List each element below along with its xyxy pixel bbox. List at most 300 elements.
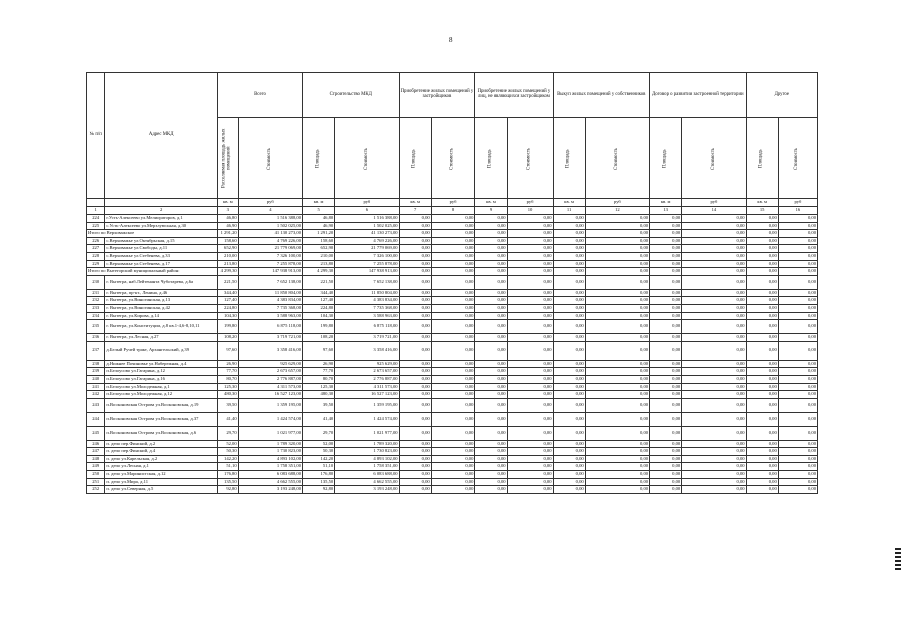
header-group-row: [87, 73, 818, 118]
column-number: 9: [475, 207, 507, 215]
row-number: 230: [87, 275, 105, 289]
row-number: 237: [87, 341, 105, 360]
table-row: [87, 426, 818, 440]
unit-cell: кв. м: [650, 199, 682, 207]
row-zero-value: 0,00: [507, 440, 553, 448]
row-zero-value: 0,00: [746, 426, 778, 440]
row-zero-value: 0,00: [746, 334, 778, 342]
row-total-area: 480,30: [217, 391, 238, 399]
table-row: [87, 341, 818, 360]
row-address: п.Белоусово ул.Гагарина, д.12: [105, 368, 218, 376]
row-mkd-cost: 3 358 416,00: [335, 341, 399, 360]
row-zero-value: 0,00: [553, 412, 585, 426]
column-number: 1: [87, 207, 105, 215]
row-zero-value: 0,00: [682, 260, 746, 268]
row-number: 238: [87, 360, 105, 368]
table-row: [87, 391, 818, 399]
row-mkd-area: 92,80: [303, 486, 335, 494]
row-zero-value: 0,00: [682, 245, 746, 253]
row-address: п. депо пер.Финский, д.2: [105, 440, 218, 448]
row-zero-value: 0,00: [778, 391, 817, 399]
row-zero-value: 0,00: [682, 455, 746, 463]
resettlement-table-sheet: [86, 72, 818, 494]
unit-cell: руб: [507, 199, 553, 207]
row-mkd-area: 77,70: [303, 368, 335, 376]
table-row: [87, 412, 818, 426]
row-zero-value: 0,00: [746, 455, 778, 463]
row-zero-value: 0,00: [682, 360, 746, 368]
row-address: г. Вытегра, ул.Виногинская, д.13: [105, 297, 218, 305]
row-total-area: 135,50: [217, 478, 238, 486]
row-zero-value: 0,00: [585, 471, 649, 479]
row-zero-value: 0,00: [553, 230, 585, 238]
table-row: [87, 215, 818, 223]
row-mkd-cost: 1 502 025,00: [335, 222, 399, 230]
row-zero-value: 0,00: [778, 440, 817, 448]
row-zero-value: 0,00: [431, 260, 475, 268]
row-mkd-area: 176,80: [303, 471, 335, 479]
row-zero-value: 0,00: [682, 448, 746, 456]
table-row: [87, 471, 818, 479]
sub-header: Площадь: [746, 118, 778, 199]
row-zero-value: 0,00: [475, 391, 507, 399]
row-zero-value: 0,00: [475, 275, 507, 289]
row-zero-value: 0,00: [650, 260, 682, 268]
row-total-cost: 1 359 195,00: [238, 398, 302, 412]
row-zero-value: 0,00: [585, 275, 649, 289]
column-number: 2: [105, 207, 218, 215]
row-zero-value: 0,00: [778, 341, 817, 360]
units-blank: [87, 199, 105, 207]
row-zero-value: 0,00: [475, 412, 507, 426]
row-zero-value: 0,00: [399, 222, 431, 230]
sub-header: Стоимость: [507, 118, 553, 199]
row-zero-value: 0,00: [682, 320, 746, 334]
row-zero-value: 0,00: [553, 268, 585, 276]
row-zero-value: 0,00: [431, 237, 475, 245]
row-zero-value: 0,00: [507, 245, 553, 253]
row-zero-value: 0,00: [553, 440, 585, 448]
row-mkd-cost: 7 255 878,00: [335, 260, 399, 268]
row-number: 243: [87, 398, 105, 412]
row-zero-value: 0,00: [399, 334, 431, 342]
row-mkd-area: 41,40: [303, 412, 335, 426]
row-zero-value: 0,00: [650, 268, 682, 276]
sub-header: Площадь: [650, 118, 682, 199]
row-address: с.Верховажье ул.Свободы, д.11: [105, 245, 218, 253]
total-label: Итого по Вытегорский муниципальный район:: [87, 268, 218, 276]
row-zero-value: 0,00: [475, 320, 507, 334]
row-zero-value: 0,00: [746, 297, 778, 305]
row-zero-value: 0,00: [682, 215, 746, 223]
sub-header: Площадь: [553, 118, 585, 199]
row-total-area: 1 291,20: [217, 230, 238, 238]
row-zero-value: 0,00: [650, 486, 682, 494]
row-mkd-area: 344,40: [303, 289, 335, 297]
row-zero-value: 0,00: [585, 230, 649, 238]
column-number: 6: [335, 207, 399, 215]
row-mkd-area: 1 291,20: [303, 230, 335, 238]
row-total-cost: 147 938 913,00: [238, 268, 302, 276]
unit-cell: руб: [585, 199, 649, 207]
row-zero-value: 0,00: [650, 237, 682, 245]
row-zero-value: 0,00: [431, 252, 475, 260]
table-row: [87, 360, 818, 368]
row-zero-value: 0,00: [553, 383, 585, 391]
units-blank: [105, 199, 218, 207]
row-zero-value: 0,00: [507, 398, 553, 412]
row-zero-value: 0,00: [778, 398, 817, 412]
row-zero-value: 0,00: [431, 463, 475, 471]
row-zero-value: 0,00: [399, 268, 431, 276]
row-total-cost: 3 358 416,00: [238, 341, 302, 360]
table-row: [87, 478, 818, 486]
row-zero-value: 0,00: [431, 230, 475, 238]
table-row: [87, 260, 818, 268]
row-zero-value: 0,00: [778, 412, 817, 426]
row-number: 245: [87, 426, 105, 440]
row-zero-value: 0,00: [650, 334, 682, 342]
row-mkd-area: 158,60: [303, 237, 335, 245]
row-zero-value: 0,00: [585, 478, 649, 486]
row-address: п.Белоусово ул.Молодежная, д.12: [105, 391, 218, 399]
row-zero-value: 0,00: [746, 237, 778, 245]
row-total-cost: 2 673 657,00: [238, 368, 302, 376]
row-mkd-cost: 1 424 574,00: [335, 412, 399, 426]
row-zero-value: 0,00: [431, 222, 475, 230]
row-zero-value: 0,00: [650, 391, 682, 399]
row-zero-value: 0,00: [553, 237, 585, 245]
row-mkd-area: 142,20: [303, 455, 335, 463]
unit-cell: руб: [238, 199, 302, 207]
row-zero-value: 0,00: [650, 478, 682, 486]
group-header-total: Всего: [217, 73, 302, 118]
row-total-area: 125,30: [217, 383, 238, 391]
row-number: 236: [87, 334, 105, 342]
row-zero-value: 0,00: [650, 440, 682, 448]
row-zero-value: 0,00: [399, 304, 431, 312]
table-row: [87, 252, 818, 260]
row-zero-value: 0,00: [507, 375, 553, 383]
row-zero-value: 0,00: [553, 455, 585, 463]
row-mkd-area: 52,00: [303, 440, 335, 448]
row-zero-value: 0,00: [507, 478, 553, 486]
row-zero-value: 0,00: [778, 360, 817, 368]
row-total-cost: 1 021 977,00: [238, 426, 302, 440]
row-address: д.Нижнее Починовье ул.Набережная, д.4: [105, 360, 218, 368]
row-zero-value: 0,00: [507, 215, 553, 223]
table-row: [87, 486, 818, 494]
column-number: 15: [746, 207, 778, 215]
row-zero-value: 0,00: [778, 252, 817, 260]
row-total-cost: 16 527 123,00: [238, 391, 302, 399]
sub-header: Стоимость: [335, 118, 399, 199]
row-total-area: 52,00: [217, 440, 238, 448]
unit-cell: руб: [682, 199, 746, 207]
row-zero-value: 0,00: [746, 289, 778, 297]
row-zero-value: 0,00: [778, 334, 817, 342]
row-zero-value: 0,00: [778, 215, 817, 223]
row-zero-value: 0,00: [507, 360, 553, 368]
row-zero-value: 0,00: [475, 260, 507, 268]
table-row: [87, 448, 818, 456]
row-zero-value: 0,00: [475, 375, 507, 383]
row-zero-value: 0,00: [431, 440, 475, 448]
row-total-area: 77,70: [217, 368, 238, 376]
row-zero-value: 0,00: [399, 237, 431, 245]
unit-cell: кв. м: [475, 199, 507, 207]
row-zero-value: 0,00: [507, 289, 553, 297]
row-zero-value: 0,00: [746, 375, 778, 383]
row-mkd-area: 51,10: [303, 463, 335, 471]
row-total-area: 127,40: [217, 297, 238, 305]
row-total-cost: 3 193 248,00: [238, 486, 302, 494]
row-zero-value: 0,00: [399, 230, 431, 238]
row-number: 249: [87, 463, 105, 471]
column-numbers-row: [87, 207, 818, 215]
row-address: д.Белый Ручей тракт, Архангельский, д.39: [105, 341, 218, 360]
row-mkd-cost: 4 662 555,00: [335, 478, 399, 486]
row-mkd-cost: 1 789 320,00: [335, 440, 399, 448]
column-number: 5: [303, 207, 335, 215]
row-zero-value: 0,00: [475, 297, 507, 305]
row-mkd-area: 29,70: [303, 426, 335, 440]
row-zero-value: 0,00: [431, 312, 475, 320]
row-zero-value: 0,00: [650, 304, 682, 312]
row-zero-value: 0,00: [431, 334, 475, 342]
row-mkd-area: 127,40: [303, 297, 335, 305]
row-zero-value: 0,00: [431, 320, 475, 334]
row-zero-value: 0,00: [431, 426, 475, 440]
row-mkd-cost: 6 083 688,00: [335, 471, 399, 479]
row-mkd-cost: 1 516 388,00: [335, 215, 399, 223]
row-zero-value: 0,00: [399, 463, 431, 471]
row-zero-value: 0,00: [475, 334, 507, 342]
group-header-construction: Строительство МКД: [303, 73, 400, 118]
row-mkd-cost: 2 673 657,00: [335, 368, 399, 376]
sub-header: Стоимость: [585, 118, 649, 199]
row-zero-value: 0,00: [585, 463, 649, 471]
row-zero-value: 0,00: [650, 398, 682, 412]
row-zero-value: 0,00: [475, 440, 507, 448]
unit-cell: руб: [335, 199, 399, 207]
row-zero-value: 0,00: [475, 398, 507, 412]
row-zero-value: 0,00: [650, 426, 682, 440]
row-zero-value: 0,00: [553, 252, 585, 260]
row-zero-value: 0,00: [507, 368, 553, 376]
row-zero-value: 0,00: [585, 312, 649, 320]
row-total-area: 41,40: [217, 412, 238, 426]
row-zero-value: 0,00: [507, 275, 553, 289]
row-zero-value: 0,00: [650, 412, 682, 426]
row-zero-value: 0,00: [507, 455, 553, 463]
row-zero-value: 0,00: [778, 368, 817, 376]
row-total-area: 26,90: [217, 360, 238, 368]
row-zero-value: 0,00: [682, 478, 746, 486]
row-zero-value: 0,00: [650, 471, 682, 479]
row-mkd-cost: 1 021 977,00: [335, 426, 399, 440]
row-zero-value: 0,00: [650, 463, 682, 471]
row-zero-value: 0,00: [475, 215, 507, 223]
row-zero-value: 0,00: [585, 237, 649, 245]
row-zero-value: 0,00: [475, 304, 507, 312]
sub-header: Стоимость: [431, 118, 475, 199]
row-zero-value: 0,00: [475, 368, 507, 376]
row-zero-value: 0,00: [778, 222, 817, 230]
row-total-area: 92,80: [217, 486, 238, 494]
row-total-area: 29,70: [217, 426, 238, 440]
row-zero-value: 0,00: [778, 455, 817, 463]
row-zero-value: 0,00: [682, 252, 746, 260]
row-address: п.Белоусово ул.Гагарина, д.16: [105, 375, 218, 383]
unit-cell: кв. м: [303, 199, 335, 207]
row-zero-value: 0,00: [585, 245, 649, 253]
row-zero-value: 0,00: [553, 360, 585, 368]
row-total-cost: 7 326 100,00: [238, 252, 302, 260]
group-header-nondeveloper-purchase: Приобретение жилых помещений у лиц, не являющихся застройщиком: [475, 73, 553, 118]
row-total-cost: 4 893 102,00: [238, 455, 302, 463]
row-address: г. Вытегра, наб.Лейтенанта Чуботарева, д.6а: [105, 275, 218, 289]
row-zero-value: 0,00: [746, 368, 778, 376]
row-number: 227: [87, 245, 105, 253]
col-header-address: Адрес МКД: [105, 73, 218, 199]
row-zero-value: 0,00: [431, 275, 475, 289]
row-zero-value: 0,00: [553, 341, 585, 360]
row-number: 224: [87, 215, 105, 223]
row-address: п. депо ул.Лесная, д.1: [105, 463, 218, 471]
row-zero-value: 0,00: [650, 455, 682, 463]
table-row: [87, 245, 818, 253]
unit-cell: кв. м: [746, 199, 778, 207]
row-zero-value: 0,00: [778, 426, 817, 440]
row-zero-value: 0,00: [682, 304, 746, 312]
row-mkd-cost: 6 875 118,00: [335, 320, 399, 334]
row-zero-value: 0,00: [507, 320, 553, 334]
row-total-area: 142,20: [217, 455, 238, 463]
row-zero-value: 0,00: [682, 275, 746, 289]
row-mkd-cost: 16 527 123,00: [335, 391, 399, 399]
row-number: 226: [87, 237, 105, 245]
column-number: 10: [507, 207, 553, 215]
row-mkd-cost: 2 776 887,00: [335, 375, 399, 383]
row-mkd-area: 46,90: [303, 222, 335, 230]
table-row: [87, 312, 818, 320]
row-zero-value: 0,00: [475, 486, 507, 494]
row-total-area: 199,80: [217, 320, 238, 334]
row-zero-value: 0,00: [585, 398, 649, 412]
row-zero-value: 0,00: [746, 275, 778, 289]
row-zero-value: 0,00: [553, 215, 585, 223]
row-mkd-cost: 3 719 721,00: [335, 334, 399, 342]
row-zero-value: 0,00: [431, 341, 475, 360]
row-mkd-area: 480,30: [303, 391, 335, 399]
row-zero-value: 0,00: [475, 237, 507, 245]
row-zero-value: 0,00: [475, 360, 507, 368]
row-total-cost: 3 588 963,00: [238, 312, 302, 320]
row-zero-value: 0,00: [682, 412, 746, 426]
row-zero-value: 0,00: [778, 312, 817, 320]
row-number: 242: [87, 391, 105, 399]
row-zero-value: 0,00: [650, 360, 682, 368]
row-zero-value: 0,00: [585, 368, 649, 376]
table-row: [87, 398, 818, 412]
row-zero-value: 0,00: [399, 341, 431, 360]
row-total-area: 50,30: [217, 448, 238, 456]
row-total-cost: 4 662 555,00: [238, 478, 302, 486]
row-zero-value: 0,00: [399, 360, 431, 368]
row-total-cost: 4 383 834,00: [238, 297, 302, 305]
row-mkd-cost: 147 938 913,00: [335, 268, 399, 276]
row-mkd-area: 46,80: [303, 215, 335, 223]
row-address: п.Восконовская Острова ул.Восконовская, д.19: [105, 398, 218, 412]
row-zero-value: 0,00: [507, 260, 553, 268]
row-mkd-cost: 1 730 823,00: [335, 448, 399, 456]
row-total-cost: 1 516 388,00: [238, 215, 302, 223]
row-mkd-cost: 21 779 069,00: [335, 245, 399, 253]
row-mkd-area: 221,50: [303, 275, 335, 289]
row-zero-value: 0,00: [431, 398, 475, 412]
row-zero-value: 0,00: [475, 455, 507, 463]
row-total-area: 213,80: [217, 260, 238, 268]
row-total-cost: 3 719 721,00: [238, 334, 302, 342]
row-zero-value: 0,00: [431, 368, 475, 376]
row-zero-value: 0,00: [475, 268, 507, 276]
row-total-area: 344,40: [217, 289, 238, 297]
row-zero-value: 0,00: [585, 222, 649, 230]
row-zero-value: 0,00: [475, 471, 507, 479]
row-zero-value: 0,00: [650, 320, 682, 334]
row-zero-value: 0,00: [746, 383, 778, 391]
row-zero-value: 0,00: [778, 471, 817, 479]
row-zero-value: 0,00: [507, 304, 553, 312]
row-zero-value: 0,00: [475, 222, 507, 230]
row-zero-value: 0,00: [585, 320, 649, 334]
row-zero-value: 0,00: [399, 478, 431, 486]
row-zero-value: 0,00: [585, 440, 649, 448]
row-number: 240: [87, 375, 105, 383]
row-number: 225: [87, 222, 105, 230]
row-address: п. депо ул.Карельская, д.2: [105, 455, 218, 463]
row-zero-value: 0,00: [778, 304, 817, 312]
row-zero-value: 0,00: [746, 471, 778, 479]
row-zero-value: 0,00: [682, 383, 746, 391]
row-zero-value: 0,00: [650, 230, 682, 238]
row-zero-value: 0,00: [399, 368, 431, 376]
row-address: г. Вытегра, ул.Кирова, д.14: [105, 312, 218, 320]
row-mkd-area: 125,30: [303, 383, 335, 391]
column-number: 7: [399, 207, 431, 215]
row-mkd-cost: 7 735 368,00: [335, 304, 399, 312]
row-zero-value: 0,00: [475, 448, 507, 456]
row-zero-value: 0,00: [682, 222, 746, 230]
sub-header-total-area: Расселяемая площадь жилых помещений: [217, 118, 238, 199]
row-zero-value: 0,00: [585, 215, 649, 223]
row-zero-value: 0,00: [746, 312, 778, 320]
row-zero-value: 0,00: [778, 463, 817, 471]
row-zero-value: 0,00: [746, 304, 778, 312]
row-zero-value: 0,00: [475, 230, 507, 238]
row-number: 241: [87, 383, 105, 391]
row-zero-value: 0,00: [507, 252, 553, 260]
row-zero-value: 0,00: [475, 245, 507, 253]
row-zero-value: 0,00: [585, 252, 649, 260]
row-zero-value: 0,00: [553, 426, 585, 440]
row-zero-value: 0,00: [682, 237, 746, 245]
row-zero-value: 0,00: [553, 471, 585, 479]
table-row: [87, 320, 818, 334]
row-zero-value: 0,00: [778, 478, 817, 486]
row-zero-value: 0,00: [431, 245, 475, 253]
